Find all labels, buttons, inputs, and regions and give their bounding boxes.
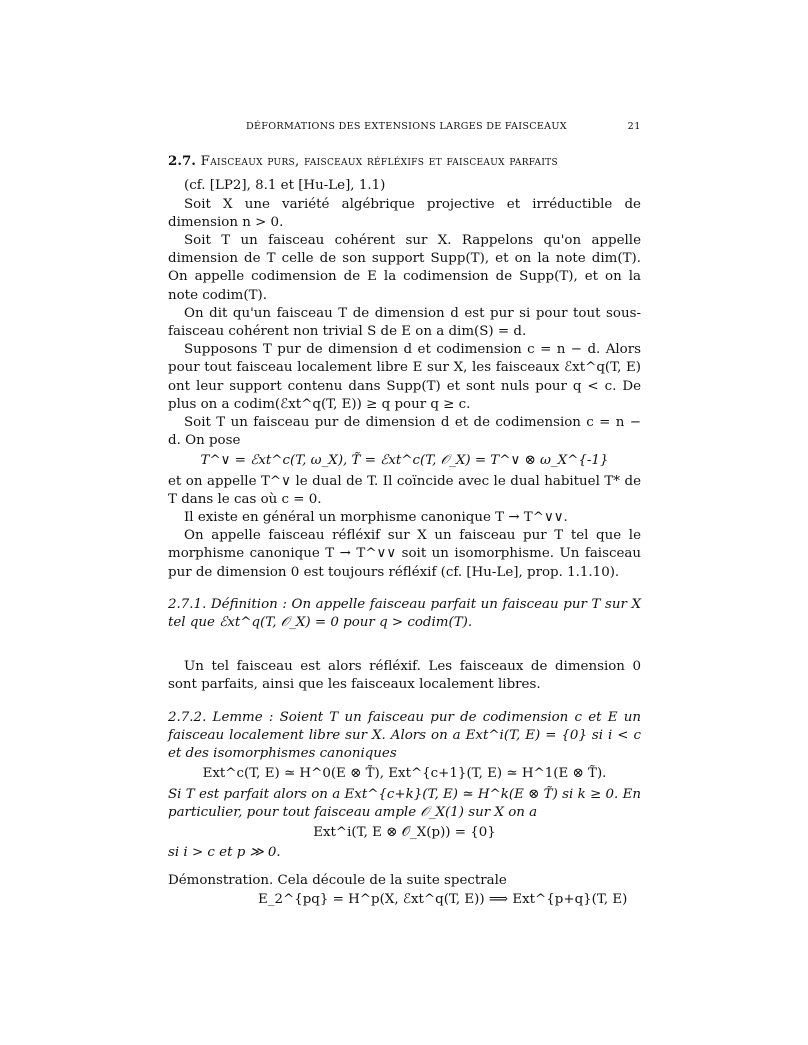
section-heading	[168, 152, 641, 171]
running-title: DÉFORMATIONS DES EXTENSIONS LARGES DE FAISCEAUX	[246, 121, 567, 132]
section-number: 2.7.	[168, 153, 196, 170]
paragraph: Soit T un faisceau cohérent sur X. Rappelons qu'on appelle dimension de T celle de son support Supp(T), et on la note dim(T). On appelle codimension de E la codimension de Supp(T), et on la note codim(T).	[168, 233, 641, 303]
paragraph: Un tel faisceau est alors réfléxif. Les faisceaux de dimension 0 sont parfaits, ainsi que les faisceaux localement libres.	[168, 659, 641, 693]
lemma: 2.7.2. Lemme : Soient T un faisceau pur de codimension c et E un faisceau localement libre sur X. Alors on a Ext^i(T, E) = {0} si i < c et des isomorphismes canoniques	[168, 709, 641, 762]
paragraph: Soit T un faisceau pur de dimension d et de codimension c = n − d. On pose	[168, 415, 641, 449]
display-equation: T^∨ = ℰxt^c(T, ω_X), T̃ = ℰxt^c(T, 𝒪_X) = T^∨ ⊗ ω_X^{-1}	[200, 453, 609, 469]
reference-line: (cf. [LP2], 8.1 et [Hu-Le], 1.1)	[184, 178, 386, 194]
paragraph: Il existe en général un morphisme canonique T → T^∨∨.	[184, 510, 568, 526]
section-title: Faisceaux purs, faisceaux réfléxifs et faisceaux parfaits	[200, 154, 558, 170]
demonstration: Démonstration. Cela découle de la suite spectrale	[168, 873, 507, 889]
definition: 2.7.1. Définition : On appelle faisceau parfait un faisceau pur T sur X tel que ℰxt^q(T, 𝒪_X) = 0 pour q > codim(T).	[168, 596, 641, 631]
paragraph: Si T est parfait alors on a Ext^{c+k}(T, E) ≃ H^k(E ⊗ T̃) si k ≥ 0. En particulier, pour tout faisceau ample 𝒪_X(1) sur X on a	[168, 786, 641, 820]
display-equation: Ext^i(T, E ⊗ 𝒪_X(p)) = {0}	[313, 824, 496, 840]
display-equation: E_2^{pq} = H^p(X, ℰxt^q(T, E)) ⟹ Ext^{p+q}(T, E)	[258, 891, 628, 907]
page-number: 21	[627, 121, 641, 132]
page-content	[168, 118, 641, 909]
display-equation: Ext^c(T, E) ≃ H^0(E ⊗ T̃), Ext^{c+1}(T, E) ≃ H^1(E ⊗ T̃).	[202, 766, 607, 782]
paragraph: Soit X une variété algébrique projective et irréductible de dimension n > 0.	[168, 196, 641, 230]
paragraph: On dit qu'un faisceau T de dimension d est pur si pour tout sous-faisceau cohérent non trivial S de E on a dim(S) = d.	[168, 305, 641, 340]
running-header	[168, 118, 641, 136]
paragraph: On appelle faisceau réfléxif sur X un faisceau pur T tel que le morphisme canonique T → T^∨∨ soit un isomorphisme. Un faisceau pur de dimension 0 est toujours réfléxif (cf. [Hu-Le], prop. 1.1.10).	[168, 528, 641, 580]
paragraph: et on appelle T^∨ le dual de T. Il coïncide avec le dual habituel T* de T dans le cas où c = 0.	[168, 473, 641, 507]
paragraph: Supposons T pur de dimension d et codimension c = n − d. Alors pour tout faisceau localement libre E sur X, les faisceaux ℰxt^q(T, E) ont leur support contenu dans Supp(T) et sont nuls pour q < c. De plus on a codim(ℰxt^q(T, E)) ≥ q pour q ≥ c.	[168, 342, 641, 412]
paragraph: si i > c et p ≫ 0.	[168, 845, 281, 861]
